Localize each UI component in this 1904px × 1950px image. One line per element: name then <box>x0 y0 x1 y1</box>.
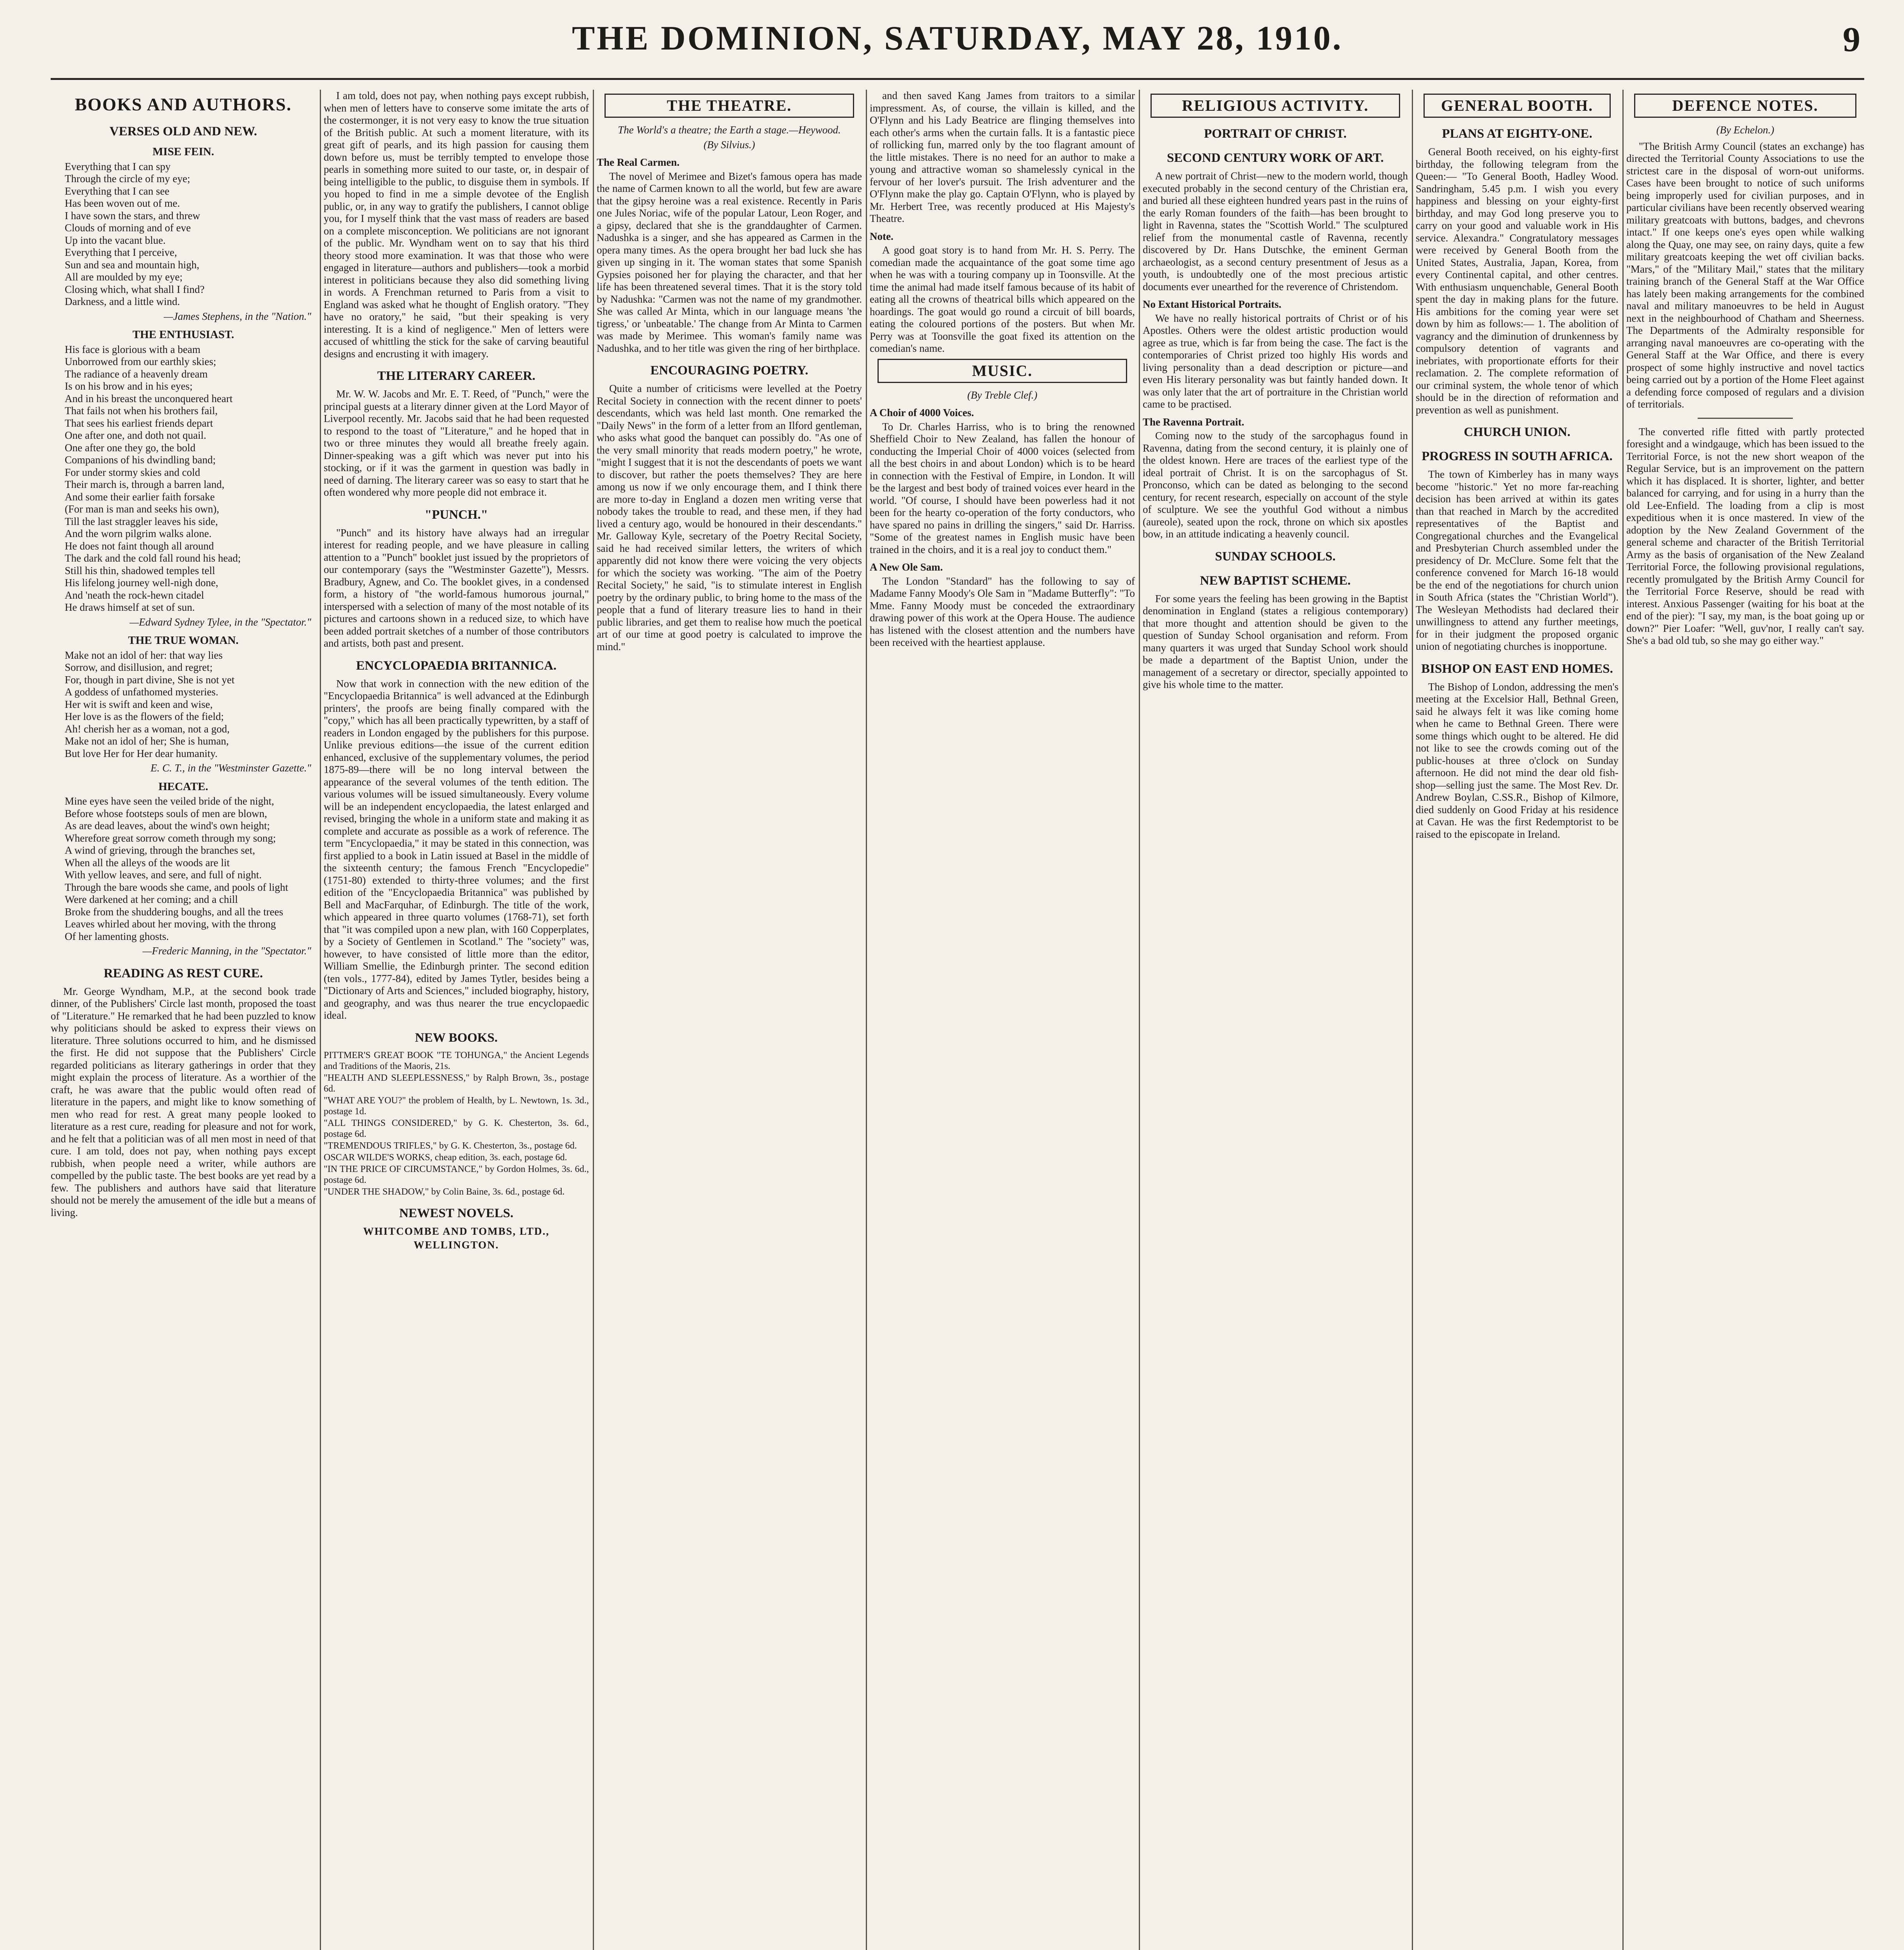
poem <box>51 795 316 943</box>
book-listings <box>324 1050 589 1197</box>
poem-line: Companions of his dwindling band; <box>65 454 216 466</box>
article-text: Mr. George Wyndham, M.P., at the second book trade dinner, of the Publishers' Circle last month, proposed the toast of "Literature." He remarked that he had been puzzled to know why politicians should be asked to express their views on literature. Three solutions occurred to him, and he dismissed the first. He did not suppose that the Publishers' Circle regarded politicians as literary gatherings in order that they might explain the process of literature. As a worthier of the craft, he was aware that the public would often read of literature in the papers, and might like to know something of men who read for rest. A great many people looked to literature as a rest cure, reading for pleasure and not for work, and he felt that a politician was of all men most in need of that cure. I am told, does not pay, when nothing pays except rubbish, when people need a writer, while authors are compelled by the public taste. The best books are yet read by a few. The publishers and authors have said that literature should not be merely the amusement of the idle but a means of living. <box>51 985 316 1218</box>
poem-line: Before whose footsteps souls of men are blown, <box>65 807 267 819</box>
subheading: VERSES OLD AND NEW. <box>109 124 257 138</box>
poem-line: (For man is man and seeks his own), <box>65 503 219 515</box>
article-text: Mr. W. W. Jacobs and Mr. E. T. Reed, of "Punch," were the principal guests at a literary dinner given at the Lord Mayor of Liverpool recently. Mr. Jacobs said that he had been requested to respond to the toast of "Literature," and he hoped that in two or three minutes they would all breathe freely again. Dinner-speaking was a gift which was never put into his stocking, or if it was the garment in question was badly in need of darning. The literary career was so easy to start that he often wondered why more people did not embrace it. <box>324 388 589 498</box>
section-heading: DEFENCE NOTES. <box>1634 94 1856 118</box>
section-heading: MUSIC. <box>878 359 1127 383</box>
column-music <box>870 90 1135 1950</box>
poem-line: Is on his brow and in his eyes; <box>65 380 193 392</box>
article-text: We have no really historical portraits of Christ or of his Apostles. Others were the oldest artistic production would agree as true, which is far from being the case. The fact is the contemporaries of Christ prized too highly His words and living personality than a dead description or picture—and even His literary personality was but faintly handed down. It was only later that the art of portraiture in the Christian world came to be practised. <box>1143 312 1408 410</box>
poem-line: And 'neath the rock-hewn citadel <box>65 589 204 601</box>
subheading: ENCOURAGING POETRY. <box>650 363 808 378</box>
subheading: BISHOP ON EAST END HOMES. <box>1421 661 1613 676</box>
poem-signature: —Edward Sydney Tylee, in the "Spectator." <box>129 616 311 628</box>
publisher-name: WHITCOMBE AND TOMBS, LTD., <box>363 1225 550 1237</box>
poem-line: Wherefore great sorrow cometh through my song; <box>65 832 276 844</box>
divider <box>1698 418 1793 419</box>
subheading: ENCYCLOPAEDIA BRITANNICA. <box>356 658 557 673</box>
page-number: 9 <box>1843 20 1860 59</box>
subheading: NEW BAPTIST SCHEME. <box>1200 573 1351 588</box>
subheading: SECOND CENTURY WORK OF ART. <box>1167 151 1384 165</box>
poem-line: Their march is, through a barren land, <box>65 479 225 490</box>
section-motto: The World's a theatre; the Earth a stage.—Heywood. <box>618 124 841 136</box>
section-heading: BOOKS AND AUTHORS. <box>74 94 292 114</box>
masthead <box>51 16 1864 80</box>
poem-line: Make not an idol of her: that way lies <box>65 649 223 661</box>
poem-line: Everything that I can see <box>65 185 170 197</box>
poem-line: The radiance of a heavenly dream <box>65 368 208 380</box>
subheading: The Ravenna Portrait. <box>1143 416 1245 428</box>
poem-line: The dark and the cold fall round his head; <box>65 552 241 564</box>
poem-line: Everything that I can spy <box>65 160 171 172</box>
column-rule <box>1139 90 1140 1950</box>
poem-line: He does not faint though all around <box>65 540 214 552</box>
article-text: General Booth received, on his eighty-first birthday, the following telegram from the Queen:— "To General Booth, Hadley Wood. Sandringham, 5.45 p.m. I wish you every happiness and blessing on your eighty-first birthday, and may God long preserve you to carry on your good and valuable work in His service. Alexandra." Congratulatory messages were received by General Booth from the United States, Australia, Japan, Korea, from every Continental capital, and other centres. With enthusiasm unquenchable, General Booth spent the day in making plans for the future. His ambitions for the coming year were set down by him as follows:— 1. The abolition of vagrancy and the diminution of drunkenness by compulsory detention of vagrants and inebriates, with proportionate efforts for their reclamation. 2. The complete reformation of our criminal system, the whole tenor of which should be in the direction of reformation and prevention as well as punishment. <box>1416 146 1619 416</box>
poem-line: A goddess of unfathomed mysteries. <box>65 686 218 698</box>
poem-line: When all the alleys of the woods are lit <box>65 856 230 869</box>
article-text: The town of Kimberley has in many ways become "historic." Yet no more far-reaching decision has been arrived at within its gates than that reached in March by the accredited representatives of the Baptist and Congregational churches and the Evangelical and Presbyterian Church assembled under the presidency of Dr. McClure. Some felt that the conference convened for March 16-18 would be the end of the negotiations for church union in South Africa (states the "Christian World"). The Wesleyan Methodists had declared their unwillingness to attend any further meetings, for in their judgment the proposed organic union of negotiating churches is inopportune. <box>1416 468 1619 652</box>
book-listing: "UNDER THE SHADOW," by Colin Baine, 3s. 6d., postage 6d. <box>324 1186 565 1197</box>
poem-line: But love Her for Her dear humanity. <box>65 747 218 759</box>
poem-line: Her wit is swift and keen and wise, <box>65 698 213 710</box>
book-listing: "ALL THINGS CONSIDERED," by G. K. Chesterton, 3s. 6d., postage 6d. <box>324 1118 589 1139</box>
poem-line: Till the last straggler leaves his side, <box>65 515 218 527</box>
subheading: PLANS AT EIGHTY-ONE. <box>1442 127 1592 141</box>
article-text: The converted rifle fitted with partly protected foresight and a windgauge, which has been issued to the Territorial Force, is not the new short weapon of the Regular Service, but is an improvement on the pattern which it has displaced. It is shorter, lighter, and better balanced for carrying, and for using in a hurry than the old Lee-Enfield. The loading from a clip is most expeditious when it is once mastered. In view of the adoption by the New Zealand Government of the general scheme and character of the British Territorial Army as the basis of organisation of the New Zealand Territorial Force, the following provisional regulations, recently promulgated by the British Army Council for the Territorial Force Reserve, should be read with interest. Anxious Passenger (waiting for his boat at the end of the pier): "I say, my man, is the boat going up or down?" Pier Loafer: "Well, guv'nor, I really can't say. She's a bad old tub, so she may go either way." <box>1626 425 1864 646</box>
column-literary <box>324 90 589 1950</box>
poem-line: Unborrowed from our earthly skies; <box>65 356 216 367</box>
article-text: Coming now to the study of the sarcophagus found in Ravenna, dating from the second century, it is plainly one of the oldest known. Here are traces of the earliest type of the ideal portrait of Christ. It is on the sarcophagus of St. Pronconso, which can be dated as belonging to the second century, for recent research, especially on account of the style of sculpture. We see the youthful God without a nimbus (aureole), seated upon the rock, throne on which six apostles bow, in an attitude indicating a heavenly council. <box>1143 430 1408 540</box>
poem-line: And in his breast the unconquered heart <box>65 392 233 404</box>
subheading: "PUNCH." <box>424 507 488 522</box>
poem-line: Has been woven out of me. <box>65 197 180 209</box>
poem-line: That sees his earliest friends depart <box>65 417 213 429</box>
poem-line: Through the circle of my eye; <box>65 173 190 184</box>
column-books-and-authors <box>51 90 316 1950</box>
subheading: THE LITERARY CAREER. <box>377 369 535 383</box>
poem-line: Sun and sea and mountain high, <box>65 259 199 271</box>
column-rule <box>320 90 321 1950</box>
poem-signature: E. C. T., in the "Westminster Gazette." <box>151 762 311 774</box>
article-text: A new portrait of Christ—new to the modern world, though executed probably in the second century of the Christian era, and buried all these eighteen hundred years past in the ruins of the early Roman founders of the faith—has been brought to light in Ravenna, states the "Scottish World." The sculptured relief from the monumental castle of Ravenna, recently discovered by Dr. Hans Dutschke, the eminent German archaeologist, as a second century presentment of Jesus as a youth, is undoubtedly one of the most precious artistic documents ever unearthed for the reverence of Christendom. <box>1143 170 1408 292</box>
poem-line: His lifelong journey well-nigh done, <box>65 577 218 589</box>
poem <box>51 161 316 308</box>
article-text: The Bishop of London, addressing the men's meeting at the Excelsior Hall, Bethnal Green, said he always felt it was like coming home when he came to Bethnal Green. There were some things which ought to be altered. He did not like to see the crowds coming out of the public-houses at three o'clock on Sunday afternoon. He did not mind the dear old fish-shop—selling just the same. The Most Rev. Dr. Andrew Boylan, C.SS.R., Bishop of Kilmore, died suddenly on Good Friday at his residence at Cavan. He was the first Redemptorist to be raised to the episcopate in Ireland. <box>1416 681 1619 840</box>
column-rule <box>1412 90 1413 1950</box>
poem-signature: —James Stephens, in the "Nation." <box>163 310 311 322</box>
article-text: For some years the feeling has been growing in the Baptist denomination in England (states a religious contemporary) that more thought and attention should be given to the question of Sunday School organisation and reform. From many quarters it was urged that Sunday School work should be made a department of the Baptist Union, under the management of a secretary or director, specially appointed to give his whole time to the matter. <box>1143 592 1408 690</box>
poem-line: One after one they go, the bold <box>65 441 196 454</box>
column-theatre <box>597 90 862 1950</box>
article-text: To Dr. Charles Harriss, who is to bring the renowned Sheffield Choir to New Zealand, has fallen the honour of conducting the Imperial Choir of 4000 voices (selected from all the best choirs in and about London) which is to be heard in connection with the Festival of Empire, in London. It will be the largest and best body of trained voices ever heard in the world. "Of course, I should have been powerless had it not been for the hearty co-operation of the forty conductors, who have spared no pains in drilling the singers," said Dr. Harriss. "Some of the greatest names in English music have been trained in the choirs, and it is a real joy to conduct them." <box>870 420 1135 555</box>
poem-line: His face is glorious with a beam <box>65 343 200 355</box>
poem-line: Clouds of morning and of eve <box>65 222 191 234</box>
byline: (By Echelon.) <box>1716 124 1775 136</box>
byline: (By Silvius.) <box>704 138 755 151</box>
subheading: NEWEST NOVELS. <box>399 1206 514 1220</box>
poem-line: With yellow leaves, and sere, and full of night. <box>65 869 262 881</box>
subheading: NEW BOOKS. <box>415 1030 498 1045</box>
poem-line: For, though in part divine, She is not yet <box>65 674 235 686</box>
poem <box>51 344 316 614</box>
subheading: SUNDAY SCHOOLS. <box>1215 549 1336 564</box>
subheading: A Choir of 4000 Voices. <box>870 407 974 418</box>
subheading: A New Ole Sam. <box>870 561 943 573</box>
subheading: No Extant Historical Portraits. <box>1143 298 1282 310</box>
poem-line: Ah! cherish her as a woman, not a god, <box>65 723 230 735</box>
article-text: A good goat story is to hand from Mr. H. S. Perry. The comedian made the acquaintance of the goat some time ago when he was with a touring company up in Toonsville. At the time the animal had made itself famous because of its habit of eating all the crowns of theatrical bills which appeared on the hoardings. The goat would go round a circuit of bill boards, eating the coloured portions of the posters. But when Mr. Perry was at Toonsville the goat fixed its attention on the comedian's name. <box>870 244 1135 354</box>
poem-line: A wind of grieving, through the branches set, <box>65 844 255 856</box>
poem-line: Still his thin, shadowed temples tell <box>65 564 215 576</box>
book-listing: "HEALTH AND SLEEPLESSNESS," by Ralph Brown, 3s., postage 6d. <box>324 1072 589 1094</box>
article-text: The novel of Merimee and Bizet's famous opera has made the name of Carmen known to all the world, but few are aware that the gipsy heroine was a real existence. Recently in Paris one Jules Noriac, wife of the popular Latour, Leon Roger, and a gipsy, declared that she is the granddaughter of Carmen. Nadushka is a singer, and she has appeared as Carmen in the opera many times. As the opera brought her bad luck she has given up singing in it. The woman states that some Spanish Gypsies poisoned her for playing the character, and that her life has been threatened several times. That it is the story told by Nadushka: "Carmen was not the name of my grandmother. She was called Ar Minta, which in our language means 'the tigress,' or 'unbeatable.' The change from Ar Minta to Carmen was made by Merimee. This woman's family name was Nadushka, and to her title was given the ring of her birthplace. <box>597 170 862 354</box>
poem-line: Leaves whirled about her moving, with the throng <box>65 918 276 930</box>
subheading: PORTRAIT OF CHRIST. <box>1204 127 1347 141</box>
poem-signature: —Frederic Manning, in the "Spectator." <box>142 945 311 957</box>
poem-line: I have sown the stars, and threw <box>65 209 200 222</box>
book-listing: "TREMENDOUS TRIFLES," by G. K. Chesterton, 3s., postage 6d. <box>324 1140 577 1151</box>
subheading: Note. <box>870 230 893 242</box>
poem-line: Make not an idol of her; She is human, <box>65 735 229 747</box>
article-text: "The British Army Council (states an exchange) has directed the Territorial County Associations to use the strictest care in the disposal of worn-out uniforms. Cases have been brought to notice of such uniforms being improperly used for civilian purposes, and in particular civilians have been recently observed wearing military greatcoats with buttons, badges, and chevrons intact." If one keeps one's eyes open while walking along the Quay, one may see, on rainy days, quite a few military greatcoats keeping the wet off civilian backs. "Mars," of the "Military Mail," states that the military training branch of the General Staff at the War Office has lately been making arrangements for the combined naval and military manoeuvres to be held in August next in the neighbourhood of Chatham and Sheerness. The Departments of the Admiralty responsible for arranging naval manoeuvres are co-operating with the General Staff at the War Office, and there is every prospect of some highly instructive and novel tactics being carried out by a portion of the Home Fleet against a defending force composed of regulars and a division of territorials. <box>1626 140 1864 410</box>
subheading: PROGRESS IN SOUTH AFRICA. <box>1422 449 1613 463</box>
poem-line: Were darkened at her coming; and a chill <box>65 893 238 905</box>
poem-line: Broke from the shuddering boughs, and all the trees <box>65 906 284 918</box>
poem-line: And the worn pilgrim walks alone. <box>65 528 212 539</box>
book-listing: PITTMER'S GREAT BOOK "TE TOHUNGA," the Ancient Legends and Traditions of the Maoris, 21s. <box>324 1050 589 1071</box>
poem-line: Up into the vacant blue. <box>65 234 166 246</box>
subheading: The Real Carmen. <box>597 156 680 168</box>
article-text: The London "Standard" has the following to say of Madame Fanny Moody's Ole Sam in "Madame Butterfly": "To Mme. Fanny Moody must be conceded the extraordinary drawing power of this work at the Opera House. The audience has listened with the closest attention and the numbers have been received with the heartiest applause. <box>870 575 1135 648</box>
column-defence <box>1626 90 1864 1950</box>
book-listing: "IN THE PRICE OF CIRCUMSTANCE," by Gordon Holmes, 3s. 6d., postage 6d. <box>324 1164 589 1185</box>
poem-line: Her love is as the flowers of the field; <box>65 711 224 722</box>
section-heading: RELIGIOUS ACTIVITY. <box>1151 94 1400 118</box>
publisher-address: WELLINGTON. <box>413 1239 499 1251</box>
article-text: Quite a number of criticisms were levelled at the Poetry Recital Society in connection with the recent dinner to poets' descendants, which was held last month. One remarked the "Daily News" in the form of a letter from an Ilford gentleman, who asks what good the banquet can possibly do. "As one of the very small minority that reads modern poetry," he wrote, "might I suggest that it is not the descendants of poets we want to discover, but rather the poets themselves? They are here among us now if we only encourage them, and I think there are more to-day in England a dozen men writing verse that nobody takes the trouble to read, and these men, if they had lived a century ago, would be honoured in their descendants." Mr. Galloway Kyle, secretary of the Poetry Recital Society, said he had received similar letters, the writers of which apparently did not know there were voicing the very objects for which the society was working. "The aim of the Poetry Recital Society," he said, "is to stimulate interest in English poetry by the ordinary public, to bring home to the mass of the people that a fund of literary treasure lies to hand in their public libraries, and get them to realise how much the poetical art of our time at good poetry is calculated to improve the mind." <box>597 383 862 652</box>
poem-title: MISE FEIN. <box>152 145 214 158</box>
article-text: "Punch" and its history have always had an irregular interest for reading people, and we have pleasure in calling attention to a "Punch" booklet just issued by the proprietors of our contemporary (says the "Westminster Gazette"), Messrs. Bradbury, Agnew, and Co. The booklet gives, in a condensed form, a history of "the world-famous humorous journal," interspersed with a selection of many of the most notable of its pictures and cartoons shown in a reduced size, to which have been added portrait sketches of a number of those contributors and artists, both past and present. <box>324 526 589 649</box>
poem-line: As are dead leaves, about the wind's own height; <box>65 820 270 831</box>
poem-title: HECATE. <box>158 780 208 793</box>
book-listing: "WHAT ARE YOU?" the problem of Health, by L. Newtown, 1s. 3d., postage 1d. <box>324 1095 589 1117</box>
poem-line: That fails not when his brothers fail, <box>65 405 218 417</box>
poem-title: THE ENTHUSIAST. <box>132 328 234 341</box>
poem-line: And some their earlier faith forsake <box>65 491 215 503</box>
poem-line: Of her lamenting ghosts. <box>65 930 169 942</box>
section-heading: GENERAL BOOTH. <box>1424 94 1611 118</box>
column-rule <box>593 90 594 1950</box>
article-text: and then saved Kang James from traitors to a similar impressment. As, of course, the villain is killed, and the O'Flynn and his Lady Beatrice are flinging themselves into each other's arms when the curtain falls. It is a fantastic piece of rollicking fun, marred only by the too flagrant amount of the little mistakes. There is no need for an author to make a young and attractive woman so shamelessly cynical in the fervour of her lover's pursuit. The Irish adventurer and the O'Flynn make the play go. Captain O'Flynn, who is played by Mr. Herbert Tree, was recently produced at His Majesty's Theatre. <box>870 90 1135 224</box>
subheading: CHURCH UNION. <box>1464 425 1571 439</box>
poem-line: One after one, and doth not quail. <box>65 429 206 441</box>
section-heading: THE THEATRE. <box>605 94 854 118</box>
poem-line: Mine eyes have seen the veiled bride of the night, <box>65 795 274 807</box>
byline: (By Treble Clef.) <box>967 389 1037 401</box>
poem-line: Darkness, and a little wind. <box>65 296 180 307</box>
poem-line: Sorrow, and disillusion, and regret; <box>65 661 213 673</box>
subheading: READING AS REST CURE. <box>103 966 263 980</box>
column-rule <box>1622 90 1624 1950</box>
poem-line: For under stormy skies and cold <box>65 466 200 478</box>
poem <box>51 649 316 760</box>
book-listing: OSCAR WILDE'S WORKS, cheap edition, 3s. each, postage 6d. <box>324 1152 567 1163</box>
poem-line: All are moulded by my eye; <box>65 271 183 283</box>
column-general-booth <box>1416 90 1619 1950</box>
column-religious <box>1143 90 1408 1950</box>
article-text: Now that work in connection with the new edition of the "Encyclopaedia Britannica" is well advanced at the Edinburgh printers', the proofs are being finally compared with the "copy," which has all been practically typewritten, by a staff of readers in London engaged by the publishers for this purpose. Unlike previous editions—the issue of the current edition enhanced, exclusive of the supplementary volumes, the period 1875-89—there will be no long interval between the appearance of the several volumes of the tenth edition. The various volumes will be issued simultaneously. Every volume will be an independent encyclopaedia, the latest enlarged and revised, bringing the whole in a uniform state and making it as complete and accurate as possible as a work of reference. The term "Encyclopaedia," it may be stated in this connection, was first applied to a book in Latin issued at Basel in the middle of the sixteenth century; the famous French "Encyclopedie" (1751-80) extended to thirty-three volumes; and the first edition of the "Encyclopaedia Britannica" was published by Bell and MacFarquhar, of Edinburgh. The title of the work, which appeared in three quarto volumes (1768-71), set forth that "it was compiled upon a new plan, with 160 Copperplates, by a Society of Gentlemen in Scotland." The "society" was, however, to have consisted of little more than the editor, William Smellie, the Edinburgh printer. The second edition (ten vols., 1777-84), edited by James Tytler, besides being a "Dictionary of Arts and Sciences," included biography, history, and geography, and was thus nearer the true encyclopaedic ideal. <box>324 677 589 1021</box>
article-text: I am told, does not pay, when nothing pays except rubbish, when men of letters have to conserve some imitate the arts of the costermonger, it is not very easy to know the true situation of the British public. At such a moment literature, with its great gift of pearls, and its high passion for causing them down before us, must be terribly tempted to envelope those pearls in something more suited to our taste, or, in despair of being intelligible to the public, to disguise them in symbols. If you hoped to find in me a simple devotee of the English public, or, in any way to gratify the publishers, I cannot oblige you, for I myself think that the vast mass of readers are based on a complete misconception. We politicians are not ignorant of the public. Mr. Wyndham went on to say that his third theory stood more examination. It was that those who were engaged in literature—authors and publishers—took a morbid interest in politicians because they also did something living in words. A Frenchman returned to Paris from a visit to England was asked what he thought of English oratory. "They have no oratory," he said, "but their speaking is very interesting. It is a kind of negligence." Men of letters were accused of whittling the stick for the sake of carving beautiful designs and encrusting it with imagery. <box>324 90 589 360</box>
poem-line: Through the bare woods she came, and pools of light <box>65 881 288 893</box>
poem-title: THE TRUE WOMAN. <box>128 634 239 647</box>
poem-line: Everything that I perceive, <box>65 246 177 258</box>
poem-line: He draws himself at set of sun. <box>65 601 195 613</box>
column-rule <box>866 90 867 1950</box>
newspaper-title: THE DOMINION, SATURDAY, MAY 28, 1910. <box>572 20 1343 57</box>
poem-line: Closing which, what shall I find? <box>65 283 205 295</box>
